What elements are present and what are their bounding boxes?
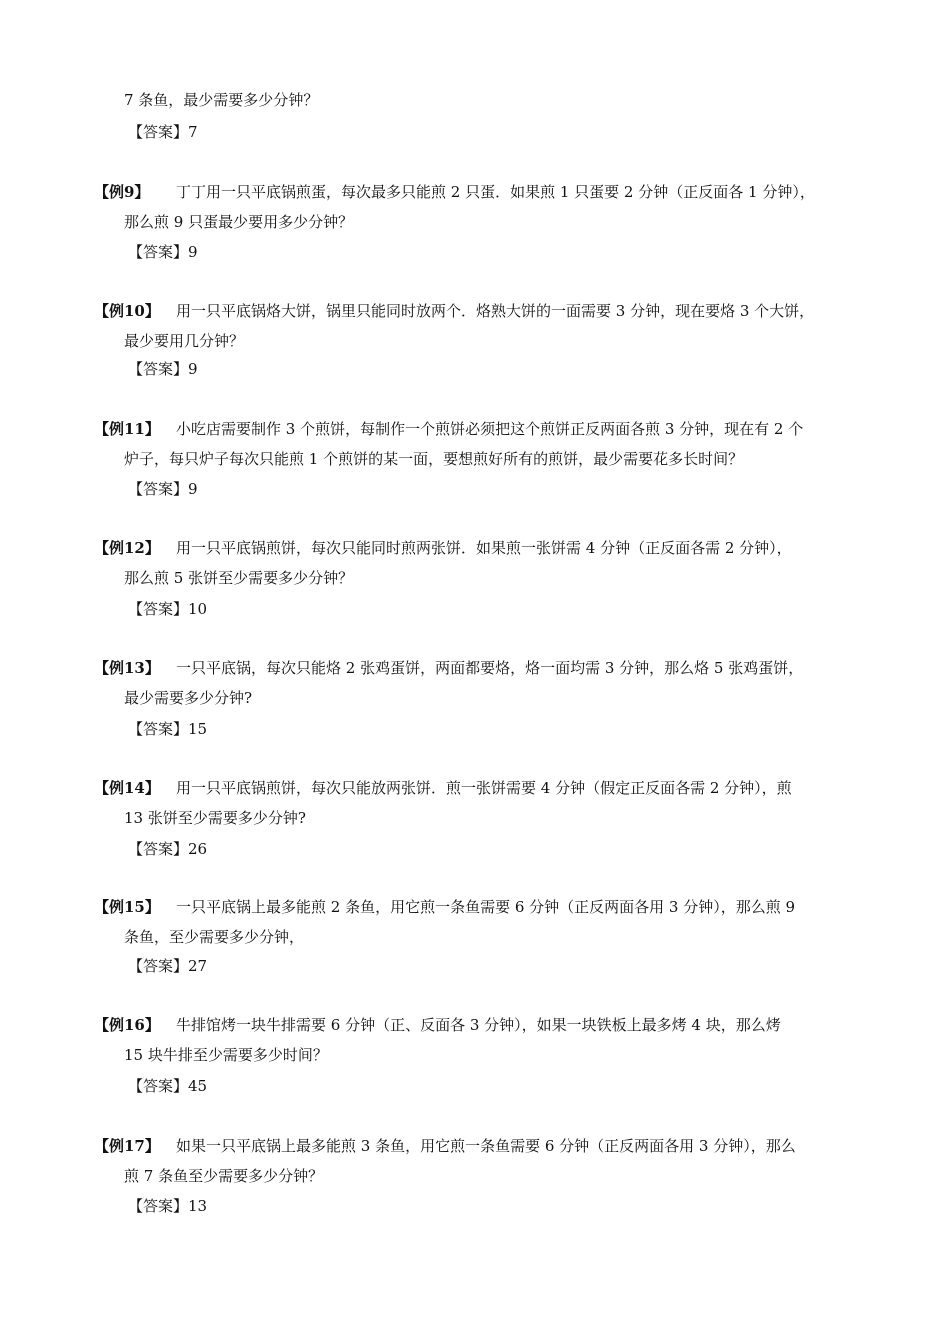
example-answer: 【答案】27 bbox=[128, 957, 208, 975]
example-question-line1: 用一只平底锅煎饼，每次只能同时煎两张饼．如果煎一张饼需 4 分钟（正反面各需 2 分钟）， bbox=[176, 539, 792, 557]
example-label: 【例12】 bbox=[94, 539, 160, 557]
example-question-line2: 最少需要多少分钟? bbox=[124, 689, 253, 707]
example-question-line1: 如果一只平底锅上最多能煎 3 条鱼，用它煎一条鱼需要 6 分钟（正反两面各用 3 分钟），那么 bbox=[176, 1137, 796, 1155]
example-question-line2: 那么煎 5 张饼至少需要多少分钟？ bbox=[124, 569, 354, 587]
example-answer: 【答案】26 bbox=[128, 840, 208, 858]
example-question-line2: 炉子，每只炉子每次只能煎 1 个煎饼的某一面，要想煎好所有的煎饼，最少需要花多长时间？ bbox=[124, 450, 744, 468]
example-answer: 【答案】45 bbox=[128, 1077, 208, 1095]
example-question-line2: 最少要用几分钟？ bbox=[124, 332, 245, 350]
example-question-line2: 条鱼，至少需要多少分钟， bbox=[124, 928, 305, 946]
example-label: 【例16】 bbox=[94, 1016, 160, 1034]
example-answer: 【答案】10 bbox=[128, 600, 208, 618]
example-label: 【例17】 bbox=[94, 1137, 160, 1155]
answer-text: 【答案】7 bbox=[128, 123, 198, 141]
example-question-line1: 丁丁用一只平底锅煎蛋，每次最多只能煎 2 只蛋．如果煎 1 只蛋要 2 分钟（正反面各 1 分钟）， bbox=[176, 183, 815, 201]
example-question-line1: 一只平底锅，每次只能烙 2 张鸡蛋饼，两面都要烙，烙一面均需 3 分钟，那么烙 5 张鸡蛋饼， bbox=[176, 659, 804, 677]
example-question-line1: 一只平底锅上最多能煎 2 条鱼，用它煎一条鱼需要 6 分钟（正反两面各用 3 分钟），那么煎 9 bbox=[176, 898, 796, 916]
example-question-line1: 牛排馆烤一块牛排需要 6 分钟（正、反面各 3 分钟），如果一块铁板上最多烤 4 块，那么烤 bbox=[176, 1016, 781, 1034]
example-question-line2: 那么煎 9 只蛋最少要用多少分钟？ bbox=[124, 213, 354, 231]
example-question-line1: 用一只平底锅煎饼，每次只能放两张饼．煎一张饼需要 4 分钟（假定正反面各需 2 分钟），煎 bbox=[176, 779, 792, 797]
example-answer: 【答案】9 bbox=[128, 243, 198, 261]
example-label: 【例14】 bbox=[94, 779, 160, 797]
example-answer: 【答案】15 bbox=[128, 720, 208, 738]
example-question-line1: 用一只平底锅烙大饼，锅里只能同时放两个．烙熟大饼的一面需要 3 分钟，现在要烙 3 个大饼， bbox=[176, 302, 815, 320]
example-answer: 【答案】9 bbox=[128, 480, 198, 498]
example-label: 【例13】 bbox=[94, 659, 160, 677]
example-label: 【例11】 bbox=[94, 420, 160, 438]
example-label: 【例15】 bbox=[94, 898, 160, 916]
example-answer: 【答案】13 bbox=[128, 1197, 208, 1215]
example-question-line1: 小吃店需要制作 3 个煎饼，每制作一个煎饼必须把这个煎饼正反两面各煎 3 分钟，现在有 2 个 bbox=[176, 420, 804, 438]
example-question-line2: 煎 7 条鱼至少需要多少分钟？ bbox=[124, 1167, 324, 1185]
example-label: 【例10】 bbox=[94, 302, 160, 320]
example-answer: 【答案】9 bbox=[128, 360, 198, 378]
continuation-text: 7 条鱼，最少需要多少分钟？ bbox=[124, 91, 319, 109]
example-question-line2: 15 块牛排至少需要多少时间？ bbox=[124, 1046, 328, 1064]
example-label: 【例9】 bbox=[94, 183, 150, 201]
example-question-line2: 13 张饼至少需要多少分钟? bbox=[124, 809, 306, 827]
